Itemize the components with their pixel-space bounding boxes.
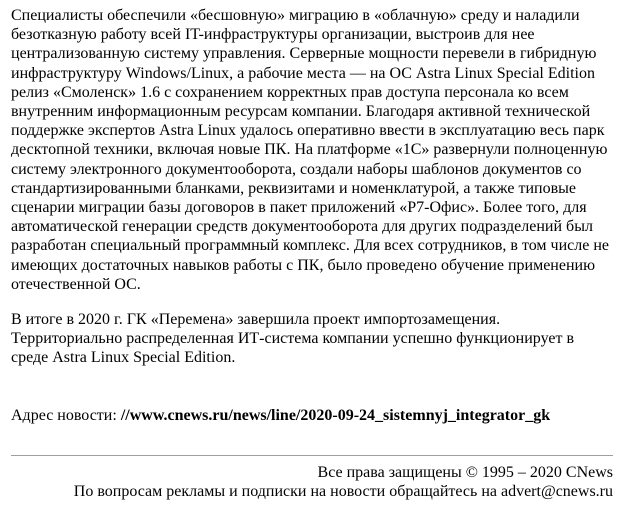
news-address — [11, 406, 550, 425]
footer-divider — [11, 455, 613, 456]
article-paragraph-1: Специалисты обеспечили «бесшовную» миграцию в «облачную» среду и наладили безотказную работу всей IT-инфраструктуры организации, выстроив для нее централизованную систему управления. Серверные мощности перевели в гибридную инфраструктуру Windows/Linux, а рабочие места — на ОС Astra Linux Special Edition релиз «Смоленск» 1.6 с сохранением корректных прав доступа персонала ко всем внутренним информационным ресурсам компании. Благодаря активной технической поддержке экспертов Astra Linux удалось оперативно ввести в эксплуатацию весь парк десктопной техники, включая новые ПК. На платформе «1С» развернули полноценную систему электронного документооборота, создали наборы шаблонов документов со стандартизированными бланками, реквизитами и номенклатурой, а также типовые сценарии миграции базы договоров в пакет приложений «Р7-Офис». Более того, для автоматической генерации средств документооборота для других подразделений был разработан специальный программный комплекс. Для всех сотрудников, в том числе не имеющих достаточных навыков работы с ПК, было проведено обучение применению отечественной ОС. — [11, 7, 610, 293]
ads-contact-text: По вопросам рекламы и подписки на новости обращайтесь на advert@cnews.ru — [73, 483, 613, 501]
page-footer — [74, 463, 613, 501]
news-address-link[interactable]: //www.cnews.ru/news/line/2020-09-24_sistemnyj_integrator_gk — [120, 407, 551, 424]
news-address-label: Адрес новости: — [11, 407, 121, 424]
copyright-text: Все права защищены © 1995 – 2020 CNews — [317, 464, 613, 481]
article-body — [11, 6, 615, 368]
article-paragraph-2: В итоге в 2020 г. ГК «Перемена» завершила проект импортозамещения. Территориально распределенная ИТ-система компании успешно функционирует в среде Astra Linux Special Edition. — [11, 311, 575, 367]
